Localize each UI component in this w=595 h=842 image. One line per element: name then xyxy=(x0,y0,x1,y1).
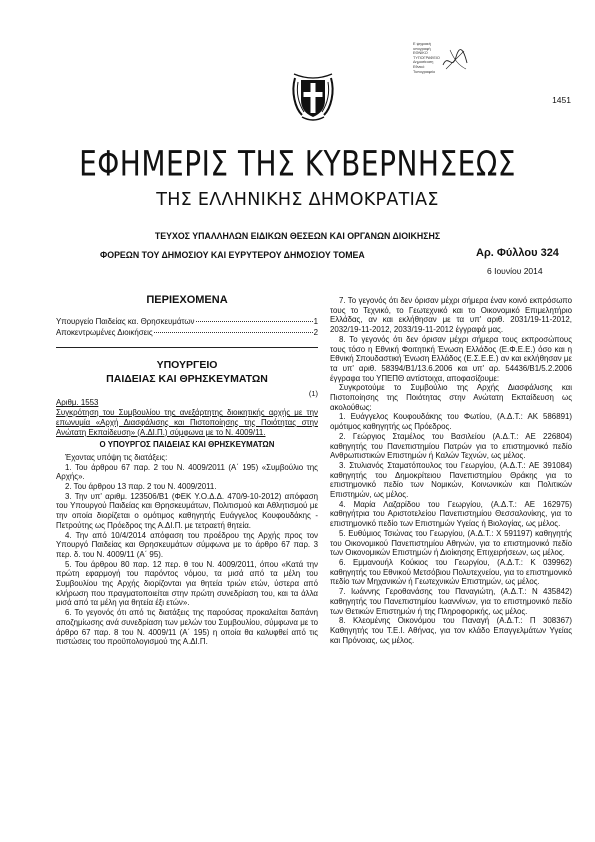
contents-item-page: 2 xyxy=(313,327,318,337)
member-entry: 8. Κλεομένης Οικονόμου του Παναγή (Α.Δ.Τ.: Π 308367) Καθηγητής του Τ.Ε.Ι. Αθήνας, για τον κλάδο Επαγγελμάτων Υγείας και Πρόνοιας, ως μέλος. xyxy=(330,616,572,645)
decision-paragraph: 4. Την από 10/4/2014 απόφαση του προέδρου της Αρχής προς τον Υπουργό Παιδείας και Θρησκευμάτων σύμφωνα με το άρθρο 67 παρ. 3 περ. δ. του Ν. 4009/11 (Α΄ 95). xyxy=(56,530,318,559)
sheet-number: Αρ. Φύλλου 324 xyxy=(476,247,559,259)
decision-paragraph: 8. Το γεγονός ότι δεν όρισαν μέχρι σήμερα τους εκπροσώπους τους τόσο η Εθνική Φοιτητική Ένωση Ελλάδος (Ε.Φ.Ε.Ε.) όσο και η Εθνική Σπουδαστική Ένωση Ελλάδος (Ε.Σ.Ε.Ε.) αν και εκλήθησαν με τα υπ' αριθ. 58394/Β1/13.6.2006 και υπ' αρ. 54436/Β1/5.2.2006 έγγραφα του ΥΠΕΠΘ αντίστοιχα, αποφασίζουμε: xyxy=(330,334,572,383)
page-number: 1451 xyxy=(552,95,571,105)
decision-paragraph: 2. Του άρθρου 13 παρ. 2 του Ν. 4009/2011. xyxy=(65,482,217,492)
member-entry: 2. Γεώργιος Σταμέλος του Βασιλείου (Α.Δ.Τ.: ΑΕ 226804) καθηγητής του Πανεπιστημίου Πατρών για το επιστημονικό πεδίο Ανθρωπιστικών Επιστημών ή Καλών Τεχνών, ως μέλος. xyxy=(330,431,572,461)
contents-item[interactable] xyxy=(56,327,318,338)
ministry-name-line-2: ΠΑΙΔΕΙΑΣ ΚΑΙ ΘΡΗΣΚΕΥΜΑΤΩΝ xyxy=(106,372,268,385)
member-entry: 5. Ευθύμιος Τσιώνας του Γεωργίου, (Α.Δ.Τ.: Χ 591197) καθηγητής του Οικονομικού Πανεπιστημίου Αθηνών, για το επιστημονικό πεδίο των Οικονομικών Επιστημών ή Διοίκησης Επιχειρήσεων, ως μέλος. xyxy=(330,528,572,558)
seal-note-line: Δημοσίευση xyxy=(413,60,434,65)
contents-item-label: Αποκεντρωμένες Διοικήσεις xyxy=(56,327,153,337)
contents-item-page: 1 xyxy=(313,316,318,326)
seal-note-line: υπογραφή xyxy=(413,46,431,51)
decision-intro: Έχοντας υπόψη τις διατάξεις: xyxy=(65,452,168,462)
decision-paragraph: 6. Το γεγονός ότι από τις διατάξεις της παρούσας προκαλείται δαπάνη αποζημίωσης ανά συνεδρίαση των μελών του Συμβουλίου, σύμφωνα με το άρθρο 67 παρ. 8 του Ν. 4009/11 (Α΄ 195) η οποία θα καλυφθεί από τις πιστώσεις του προϋπολογισμού της Α.ΔΙ.Π. xyxy=(56,608,318,647)
issue-line-1: ΤΕΥΧΟΣ ΥΠΑΛΛΗΛΩΝ ΕΙΔΙΚΩΝ ΘΕΣΕΩΝ ΚΑΙ ΟΡΓΑΝΩΝ ΔΙΟΙΚΗΣΗΣ xyxy=(154,231,441,241)
seal-note-line: ΤΥΠΟΓΡΑΦΕΙΟ xyxy=(413,55,440,60)
member-entry: 7. Ιωάννης Γεροθανάσης του Παναγιώτη, (Α.Δ.Τ.: Ν 435842) καθηγητής του Πανεπιστημίου Ιωαννίνων, για το επιστημονικό πεδίο των Θετικών Επιστημών ή της Πληροφορικής, ως μέλος. xyxy=(330,587,572,616)
decision-title: Συγκρότηση του Συμβουλίου της ανεξάρτητης διοικητικής αρχής με την επωνυμία «Αρχή Διασφάλισης και Πιστοποίησης της Ποιότητας στην Ανώτατη Εκπαίδευση» (Α.ΔΙ.Π.) σύμφωνα με το Ν. 4009/11. xyxy=(56,408,318,437)
ministry-name-line-1: ΥΠΟΥΡΓΕΙΟ xyxy=(156,358,218,371)
decision-paragraph: 7. Το γεγονός ότι δεν όρισαν μέχρι σήμερα έναν κοινό εκπρόσωπο τους το Τεχνικό, το Γεωτεχνικό και το Οικονομικό Επιμελητήριο Ελλάδας, αν και εκλήθησαν με τα υπ' αριθ. 2031/19-11-2012, 2032/19-11-2012, 2033/19-11-2012 έγγραφά μας. xyxy=(330,296,572,335)
decision-heading: Ο ΥΠΟΥΡΓΟΣ ΠΑΙΔΕΙΑΣ ΚΑΙ ΘΡΗΣΚΕΥΜΑΤΩΝ xyxy=(99,440,275,450)
gazette-title: ΕΦΗΜΕΡΙΣ ΤΗΣ ΚΥΒΕΡΝΗΣΕΩΣ xyxy=(79,143,516,185)
right-column xyxy=(330,296,572,645)
seal-note-line: Ε ψηφιακή xyxy=(413,42,431,46)
decision-paragraph: 1. Του άρθρου 67 παρ. 2 του Ν. 4009/2011 (Α΄ 195) «Συμβούλιο της Αρχής». xyxy=(56,462,318,482)
seal-note-line: Εθνικό xyxy=(413,64,425,69)
contents-title: ΠΕΡΙΕΧΟΜΕΝΑ xyxy=(146,294,228,306)
signature-mark-icon xyxy=(440,45,470,75)
contents-item-label: Υπουργείο Παιδείας κα. Θρησκευμάτων xyxy=(56,316,195,326)
divider xyxy=(56,347,318,348)
decision-paragraph: Συγκροτούμε το Συμβούλιο της Αρχής Διασφάλισης και Πιστοποίησης της Ποιότητας στην Ανώτατη Εκπαίδευση ως ακολούθως: xyxy=(330,383,572,412)
left-column xyxy=(56,296,318,647)
decision-paragraph: 3. Την υπ' αριθμ. 123506/Β1 (ΦΕΚ Υ.Ο.Δ.Δ. 470/9-10-2012) απόφαση του Υπουργού Παιδείας και Θρησκευμάτων, Πολιτισμού και Αθλητισμού με την οποία διορίζεται ο ομότιμος καθηγητής Ευάγγελος Κουφουδάκης - Πετρούτης ως Πρόεδρος της Α.ΔΙ.Π. με τετραετή θητεία. xyxy=(56,491,318,530)
contents-item[interactable] xyxy=(56,316,318,327)
member-entry: 6. Εμμανουήλ Κούκιος του Γεωργίου, (Α.Δ.Τ.: Κ 039962) καθηγητής του Εθνικού Μετσόβιου Πολυτεχνείου, για το επιστημονικό πεδίο των Μηχανικών ή Γεωτεχνικών Επιστημών, ως μέλος. xyxy=(330,557,572,587)
decision-number: Αριθμ. 1553 xyxy=(56,398,99,408)
seal-note-line: Τυπογραφείο xyxy=(413,69,436,74)
section-reference: (1) xyxy=(308,388,318,398)
leader-dots xyxy=(196,321,313,322)
decision-paragraph: 5. Του άρθρου 80 παρ. 12 περ. θ του Ν. 4009/2011, όπου «Κατά την πρώτη εφαρμογή του παρόντος νόμου, τα μισά από τα μέλη του Συμβουλίου της Αρχής διορίζονται για θητεία τριών ετών, ύστερα από κλήρωση που πραγματοποιείται στην πρώτη συνεδρίαση του, και τα άλλα μισά από τα μέλη για θητεία έξι ετών». xyxy=(56,559,318,608)
issue-line-2: ΦΟΡΕΩΝ ΤΟΥ ΔΗΜΟΣΙΟΥ ΚΑΙ ΕΥΡΥΤΕΡΟΥ ΔΗΜΟΣΙΟΥ ΤΟΜΕΑ xyxy=(100,250,365,260)
issue-date: 6 Ιουνίου 2014 xyxy=(487,266,543,276)
leader-dots xyxy=(154,332,313,333)
member-entry: 4. Μαρία Λαζαρίδου του Γεωργίου, (Α.Δ.Τ.: ΑΕ 162975) καθηγήτρια του Αριστοτελείου Πανεπιστημίου Θεσσαλονίκης, για το επιστημονικό πεδίο των Επιστημών Υγείας ή Βιολογίας, ως μέλος. xyxy=(330,499,572,529)
coat-of-arms-icon xyxy=(290,70,336,124)
gazette-subtitle: ΤΗΣ ΕΛΛΗΝΙΚΗΣ ΔΗΜΟΚΡΑΤΙΑΣ xyxy=(156,190,439,210)
member-entry: 3. Στυλιανός Σταματόπουλος του Γεωργίου, (Α.Δ.Τ.: ΑΕ 391084) καθηγητής του Δημοκρίτειου Πανεπιστημίου Θράκης για το επιστημονικό πεδίο των Νομικών, Κοινωνικών και Πολιτικών Επιστημών, ως μέλος. xyxy=(330,460,572,500)
member-entry: 1. Ευάγγελος Κουφουδάκης του Φωτίου, (Α.Δ.Τ.: ΑΚ 586891) ομότιμος καθηγητής ως Πρόεδρος. xyxy=(330,412,572,432)
seal-note-line: ΕΘΝΙΚΟ xyxy=(413,51,428,56)
